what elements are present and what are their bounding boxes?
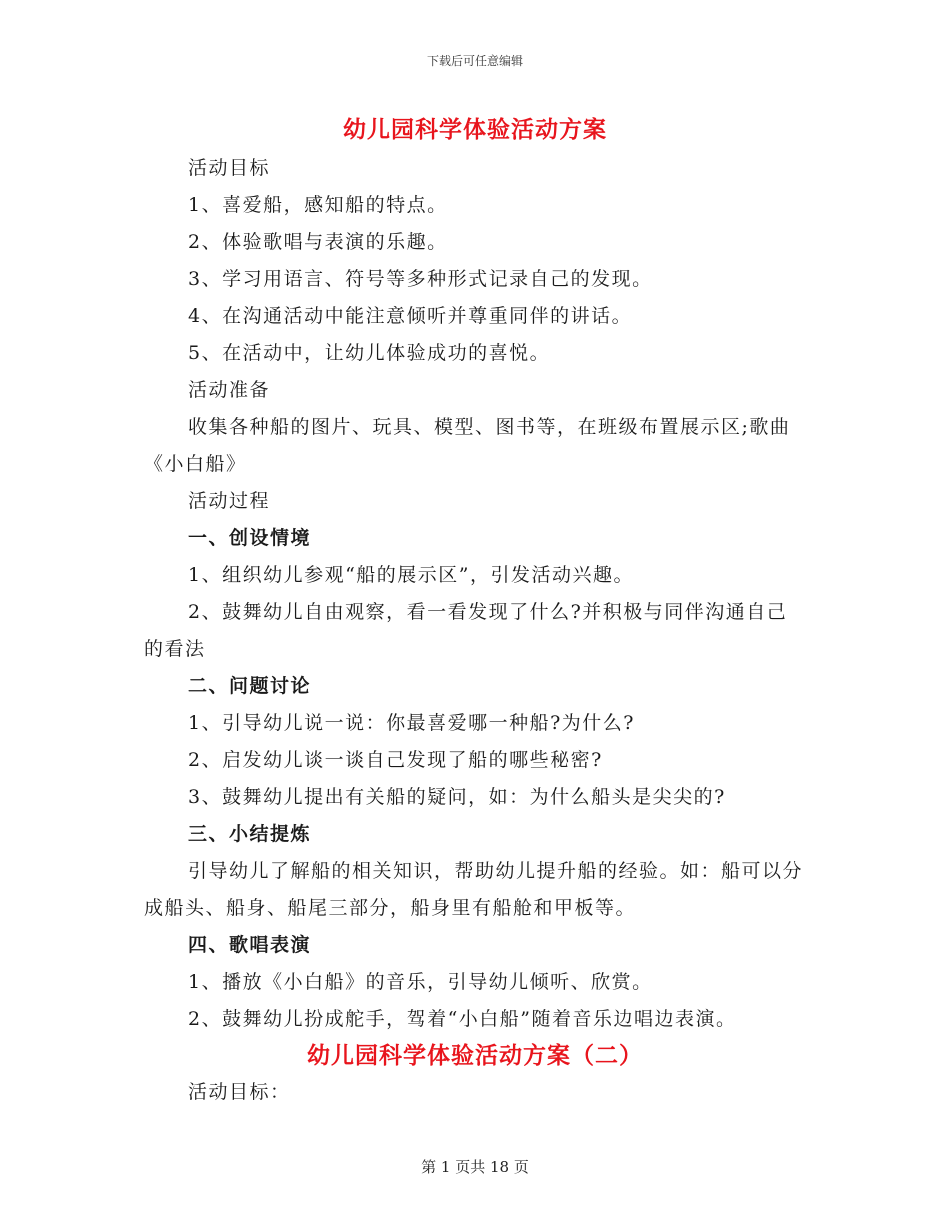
document-title-two: 幼儿园科学体验活动方案（二） — [307, 1042, 643, 1069]
document-body — [144, 112, 806, 1111]
paragraph: 2、启发幼儿谈一谈自己发现了船的哪些秘密? — [188, 749, 603, 771]
paragraph: 活动目标： — [188, 1081, 291, 1103]
paragraph: 4、在沟通活动中能注意倾听并尊重同伴的讲话。 — [188, 305, 633, 327]
paragraph: 1、引导幼儿说一说：你最喜爱哪一种船?为什么? — [188, 712, 635, 734]
paragraph: 3、鼓舞幼儿提出有关船的疑问，如：为什么船头是尖尖的? — [188, 786, 726, 808]
document-title: 幼儿园科学体验活动方案 — [343, 116, 607, 143]
paragraph: 引导幼儿了解船的相关知识，帮助幼儿提升船的经验。如：船可以分成船头、船身、船尾三部分，船身里有船舱和甲板等。 — [144, 860, 804, 919]
paragraph: 收集各种船的图片、玩具、模型、图书等，在班级布置展示区;歌曲《小白船》 — [144, 416, 791, 475]
paragraph: 1、组织幼儿参观“船的展示区”，引发活动兴趣。 — [188, 564, 635, 586]
section-one — [144, 150, 806, 1038]
paragraph: 1、喜爱船，感知船的特点。 — [188, 194, 448, 216]
paragraph: 2、鼓舞幼儿自由观察，看一看发现了什么?并积极与同伴沟通自己的看法 — [144, 601, 788, 660]
section-heading: 三、小结提炼 — [188, 823, 312, 845]
paragraph: 活动准备 — [188, 379, 271, 401]
section-heading: 四、歌唱表演 — [188, 934, 312, 956]
paragraph: 活动过程 — [188, 490, 271, 512]
paragraph: 3、学习用语言、符号等多种形式记录自己的发现。 — [188, 268, 653, 290]
paragraph: 2、体验歌唱与表演的乐趣。 — [188, 231, 448, 253]
paragraph: 活动目标 — [188, 157, 271, 179]
page-footer: 第 1 页共 18 页 — [421, 1158, 529, 1176]
section-heading: 一、创设情境 — [188, 527, 312, 549]
page-header: 下载后可任意编辑 — [426, 54, 523, 68]
paragraph: 2、鼓舞幼儿扮成舵手，驾着“小白船”随着音乐边唱边表演。 — [188, 1008, 737, 1030]
paragraph: 1、播放《小白船》的音乐，引导幼儿倾听、欣赏。 — [188, 971, 653, 993]
paragraph: 5、在活动中，让幼儿体验成功的喜悦。 — [188, 342, 551, 364]
section-heading: 二、问题讨论 — [188, 675, 312, 697]
